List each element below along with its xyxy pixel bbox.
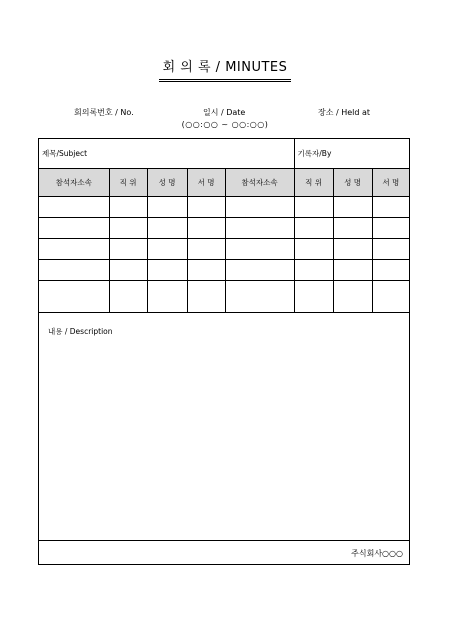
- table-cell[interactable]: [39, 218, 109, 239]
- table-row: [39, 281, 409, 313]
- table-cell[interactable]: [109, 218, 147, 239]
- title-text: 회 의 록 / MINUTES: [159, 60, 292, 82]
- minutes-number-label: 회의록번호 / No.: [74, 108, 134, 117]
- description-area[interactable]: [39, 316, 409, 541]
- subject-cell[interactable]: [39, 139, 294, 169]
- table-cell[interactable]: [147, 197, 187, 218]
- header-name-1: 성 명: [147, 169, 187, 197]
- footer-company: [39, 540, 409, 564]
- table-cell[interactable]: [333, 218, 372, 239]
- attendee-table: [39, 139, 409, 313]
- table-row: [39, 260, 409, 281]
- table-cell[interactable]: [294, 239, 333, 260]
- table-cell[interactable]: [147, 281, 187, 313]
- header-affiliation-1: 참석자소속: [39, 169, 109, 197]
- table-row: [39, 239, 409, 260]
- table-cell[interactable]: [294, 281, 333, 313]
- header-affiliation-2: 참석자소속: [225, 169, 294, 197]
- table-cell[interactable]: [187, 281, 225, 313]
- header-name-2: 성 명: [333, 169, 372, 197]
- table-cell[interactable]: [333, 239, 372, 260]
- table-cell[interactable]: [225, 260, 294, 281]
- header-row: [39, 169, 409, 197]
- table-cell[interactable]: [294, 260, 333, 281]
- table-cell[interactable]: [39, 281, 109, 313]
- subject-row: [39, 139, 409, 169]
- table-cell[interactable]: [372, 218, 409, 239]
- table-cell[interactable]: [147, 239, 187, 260]
- table-cell[interactable]: [372, 281, 409, 313]
- table-row: [39, 218, 409, 239]
- table-cell[interactable]: [147, 218, 187, 239]
- table-cell[interactable]: [109, 197, 147, 218]
- table-cell[interactable]: [39, 239, 109, 260]
- table-cell[interactable]: [109, 281, 147, 313]
- minutes-form: [38, 138, 410, 565]
- table-cell[interactable]: [333, 260, 372, 281]
- table-cell[interactable]: [333, 197, 372, 218]
- table-cell[interactable]: [187, 197, 225, 218]
- header-signature-1: 서 명: [187, 169, 225, 197]
- time-range: (○○:○○ ~ ○○:○○): [181, 120, 269, 129]
- table-cell[interactable]: [187, 260, 225, 281]
- header-position-1: 직 위: [109, 169, 147, 197]
- table-cell[interactable]: [225, 239, 294, 260]
- description-label: 내용 / Description: [48, 327, 113, 336]
- place-label: 장소 / Held at: [318, 108, 371, 117]
- table-row: [39, 197, 409, 218]
- header-signature-2: 서 명: [372, 169, 409, 197]
- table-cell[interactable]: [294, 218, 333, 239]
- table-cell[interactable]: [109, 239, 147, 260]
- table-cell[interactable]: [333, 281, 372, 313]
- table-cell[interactable]: [372, 197, 409, 218]
- date-label: 일시 / Date: [203, 108, 246, 117]
- recorder-label: 기록자/By: [297, 149, 332, 158]
- header-position-2: 직 위: [294, 169, 333, 197]
- subject-label: 제목/Subject: [42, 149, 88, 158]
- table-cell[interactable]: [187, 239, 225, 260]
- recorder-cell[interactable]: [294, 139, 409, 169]
- table-cell[interactable]: [39, 197, 109, 218]
- table-cell[interactable]: [187, 218, 225, 239]
- document-title: [0, 56, 450, 75]
- table-cell[interactable]: [372, 239, 409, 260]
- table-cell[interactable]: [147, 260, 187, 281]
- table-cell[interactable]: [294, 197, 333, 218]
- table-cell[interactable]: [225, 281, 294, 313]
- table-cell[interactable]: [109, 260, 147, 281]
- table-cell[interactable]: [225, 197, 294, 218]
- table-cell[interactable]: [39, 260, 109, 281]
- table-cell[interactable]: [372, 260, 409, 281]
- company-name: 주식회사○○○: [351, 549, 403, 558]
- table-cell[interactable]: [225, 218, 294, 239]
